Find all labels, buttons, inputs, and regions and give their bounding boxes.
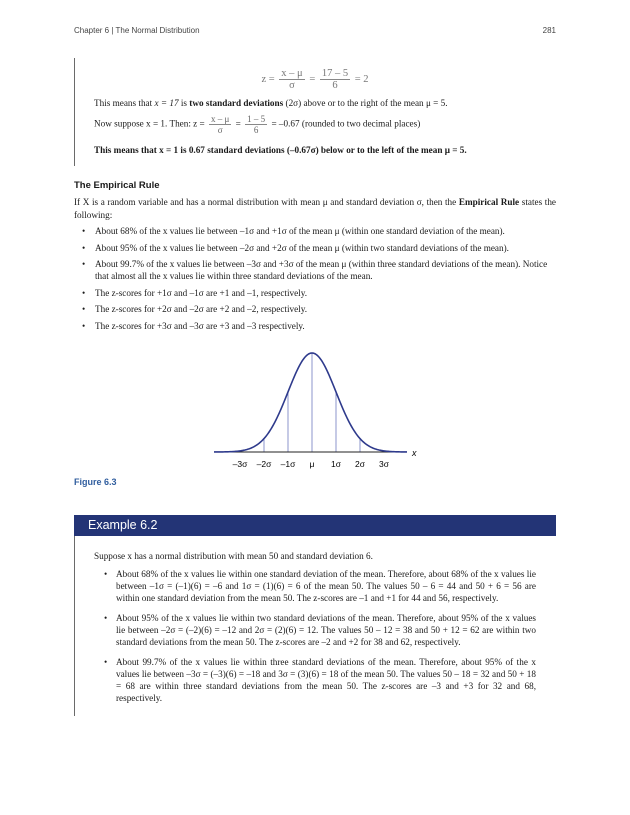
list-item: • The z-scores for +1σ and –1σ are +1 and –1, respectively. [82, 287, 556, 299]
tick-labels [233, 459, 390, 469]
inline-fraction-2 [245, 114, 267, 135]
bold-text: two standard deviations [189, 98, 284, 108]
fraction-numerator: 1 – 5 [247, 114, 266, 124]
text: = [235, 118, 241, 129]
list-item: • The z-scores for +2σ and –2σ are +2 and –2, respectively. [82, 303, 556, 315]
inline-fraction-1 [209, 114, 231, 135]
text: states the following: [74, 197, 556, 220]
running-header: Chapter 6 | The Normal Distribution [74, 26, 200, 35]
fraction-numerator: x – μ [211, 114, 230, 124]
tick-label: 3σ [379, 459, 389, 469]
list-item: • About 99.7% of the x values lie between –3σ and +3σ of the mean μ (within three standard deviations of the mean). Notice that almost all the x values lie within three standard deviations of the mean. [82, 258, 556, 282]
example-list [104, 568, 536, 712]
empirical-intro [74, 196, 556, 221]
fraction-denominator: 6 [253, 125, 259, 135]
empirical-rule-list [82, 225, 556, 336]
equation-lhs: z = [261, 73, 275, 85]
conclusion-sentence: This means that x = 1 is 0.67 standard deviations (–0.67σ) below or to the left of the mean μ = 5. [94, 145, 467, 155]
normal-curve [214, 353, 407, 452]
list-item: • The z-scores for +3σ and –3σ are +3 and –3 respectively. [82, 320, 556, 332]
section-heading: The Empirical Rule [74, 180, 160, 191]
equation-fraction-2 [320, 68, 350, 91]
tick-label: –3σ [232, 459, 248, 469]
equation-fraction-1 [279, 68, 304, 91]
text: If X is a random variable and has a normal distribution with mean μ and standard deviation σ, then the [74, 197, 459, 207]
sd-lines [240, 353, 384, 452]
two-sd-sentence [94, 97, 556, 109]
equation-equals: = [309, 73, 316, 85]
text: (2σ) above or to the right of the mean μ = 5. [283, 98, 448, 108]
fraction-denominator: 6 [332, 80, 338, 91]
text: Now suppose x = 1. Then: z = [94, 118, 205, 129]
text: This means that [94, 98, 155, 108]
tick-label: 2σ [355, 459, 365, 469]
text: = –0.67 (rounded to two decimal places) [271, 118, 421, 129]
list-item: • About 95% of the x values lie within two standard deviations of the mean. Therefore, about 95% of the x values lie between –2σ = (–2)(6) = –12 and 2σ = (2)(6) = 12. The values 50 – 12 = 38 and 50 + 12 = 62 are within two standard deviations from the mean 50. The z-scores are –2 and +2 for 38 and 62, respectively. [104, 612, 536, 648]
fraction-denominator: σ [217, 125, 223, 135]
page-number: 281 [542, 26, 556, 35]
list-item: • About 68% of the x values lie between –1σ and +1σ of the mean μ (within one standard deviation of the mean). [82, 225, 556, 237]
figure-caption: Figure 6.3 [74, 477, 117, 487]
fraction-numerator: 17 – 5 [321, 68, 349, 79]
bold-text: Empirical Rule [458, 197, 520, 207]
example-intro: Suppose x has a normal distribution with mean 50 and standard deviation 6. [94, 551, 373, 561]
tick-label: 1σ [331, 459, 341, 469]
list-item: • About 95% of the x values lie between –2σ and +2σ of the mean μ (within two standard deviations of the mean). [82, 242, 556, 254]
text: x = 17 [154, 98, 179, 108]
fraction-denominator: σ [289, 80, 295, 91]
text: is [178, 98, 190, 108]
z-score-equation [74, 68, 556, 91]
tick-label: μ [309, 459, 315, 469]
list-item: • About 99.7% of the x values lie within three standard deviations of the mean. Therefore, about 95% of the x values lie between –3σ = (–3)(6) = –18 and 3σ = (3)(6) = 18 of the mean 50. The values 50 – 18 = 32 and 50 + 18 = 68 are within three standard deviations from the mean 50. The z-scores are –3 and +3 for 32 and 68, respectively. [104, 656, 536, 704]
example-title: Example 6.2 [74, 515, 556, 536]
equation-result: = 2 [354, 73, 369, 85]
tick-label: –1σ [280, 459, 296, 469]
suppose-sentence [94, 114, 556, 135]
axis-label: x [412, 448, 417, 458]
tick-label: –2σ [256, 459, 272, 469]
normal-curve-figure [210, 345, 425, 475]
example-rule [74, 536, 75, 716]
fraction-numerator: x – μ [281, 68, 303, 79]
list-item: • About 68% of the x values lie within one standard deviation of the mean. Therefore, about 68% of the x values lie between –1σ = (–1)(6) = –6 and 1σ = (1)(6) = 6 of the mean 50. The values 50 – 6 = 44 and 50 + 6 = 56 are within one standard deviation from the mean 50. The z-scores are –1 and +1 for 44 and 56, respectively. [104, 568, 536, 604]
